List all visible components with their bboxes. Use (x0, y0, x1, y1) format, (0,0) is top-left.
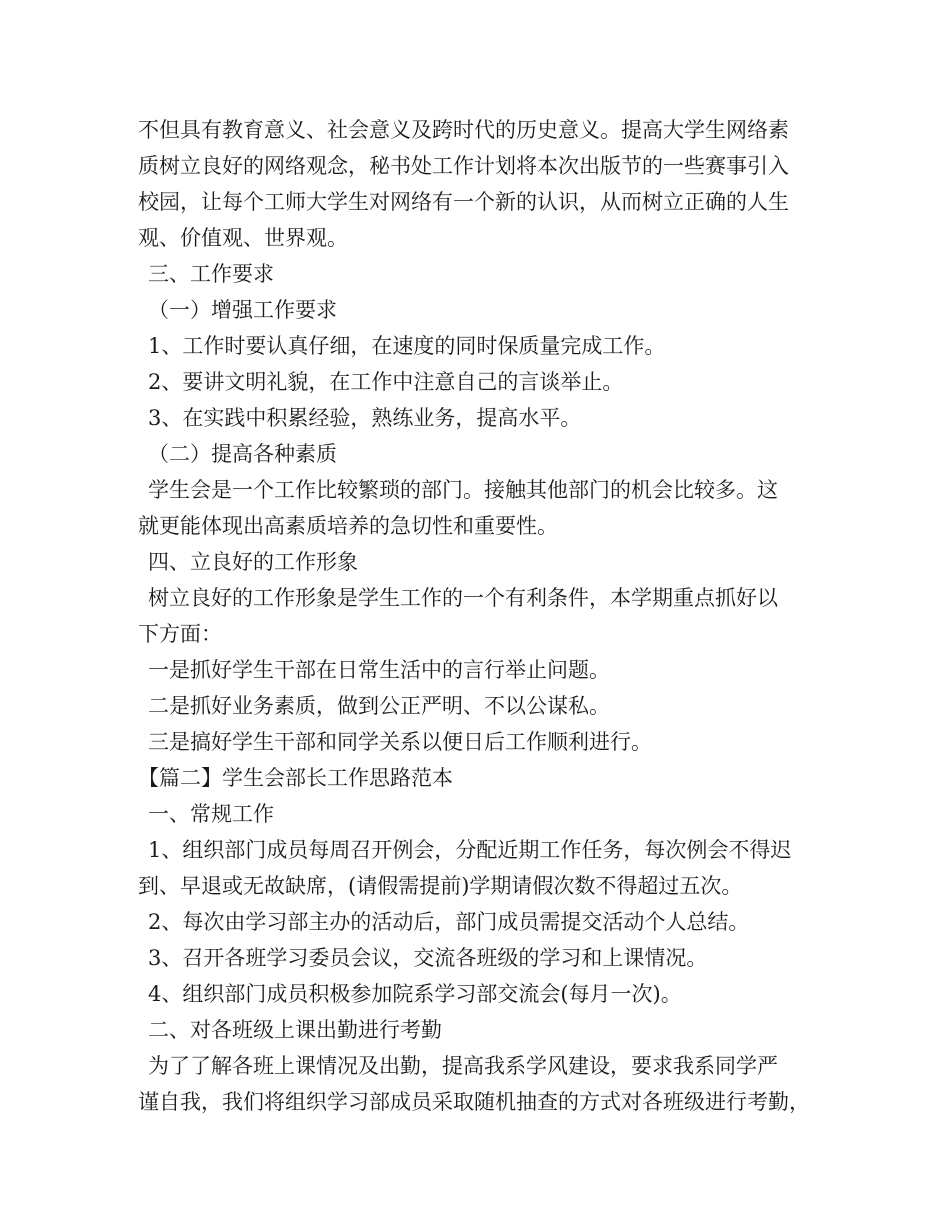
paragraph-line: 下方面： (138, 622, 222, 646)
paragraph-line: 三、工作要求 (148, 262, 274, 286)
paragraph-line: 3、召开各班学习委员会议，交流各班级的学习和上课情况。 (148, 946, 708, 970)
paragraph-line: 1、工作时要认真仔细，在速度的同时保质量完成工作。 (148, 334, 666, 358)
paragraph-line: （一）增强工作要求 (148, 298, 337, 322)
paragraph-line: 为了了解各班上课情况及出勤，提高我系学风建设，要求我系同学严 (148, 1054, 778, 1078)
paragraph-line: 二是抓好业务素质，做到公正严明、不以公谋私。 (148, 694, 610, 718)
paragraph-line: 1、组织部门成员每周召开例会，分配近期工作任务，每次例会不得迟 (148, 838, 792, 862)
paragraph-line: 2、每次由学习部主办的活动后，部门成员需提交活动个人总结。 (148, 910, 750, 934)
paragraph-line: （二）提高各种素质 (148, 442, 337, 466)
paragraph-line: 质树立良好的网络观念，秘书处工作计划将本次出版节的一些赛事引入 (138, 154, 789, 178)
document-body (138, 112, 828, 1120)
paragraph-line: 2、要讲文明礼貌，在工作中注意自己的言谈举止。 (148, 370, 624, 394)
paragraph-line: 不但具有教育意义、社会意义及跨时代的历史意义。提高大学生网络素 (138, 118, 789, 142)
paragraph-line: 一是抓好学生干部在日常生活中的言行举止问题。 (148, 658, 610, 682)
paragraph-line: 3、在实践中积累经验，熟练业务，提高水平。 (148, 406, 582, 430)
paragraph-line: 到、早退或无故缺席，(请假需提前)学期请假次数不得超过五次。 (138, 874, 743, 898)
paragraph-line: 四、立良好的工作形象 (148, 550, 358, 574)
paragraph-line: 校园，让每个工师大学生对网络有一个新的认识，从而树立正确的人生 (138, 190, 789, 214)
paragraph-line: 学生会是一个工作比较繁琐的部门。接触其他部门的机会比较多。这 (148, 478, 778, 502)
paragraph-line: 二、对各班级上课出勤进行考勤 (148, 1018, 442, 1042)
paragraph-line: 树立良好的工作形象是学生工作的一个有利条件，本学期重点抓好以 (148, 586, 778, 610)
paragraph-line: 【篇二】学生会部长工作思路范本 (138, 766, 453, 790)
paragraph-line: 就更能体现出高素质培养的急切性和重要性。 (138, 514, 558, 538)
paragraph-line: 4、组织部门成员积极参加院系学习部交流会(每月一次)。 (148, 982, 682, 1006)
paragraph-line: 谨自我，我们将组织学习部成员采取随机抽查的方式对各班级进行考勤， (138, 1090, 810, 1114)
paragraph-line: 观、价值观、世界观。 (138, 226, 348, 250)
paragraph-line: 三是搞好学生干部和同学关系以便日后工作顺利进行。 (148, 730, 652, 754)
paragraph-line: 一、常规工作 (148, 802, 274, 826)
